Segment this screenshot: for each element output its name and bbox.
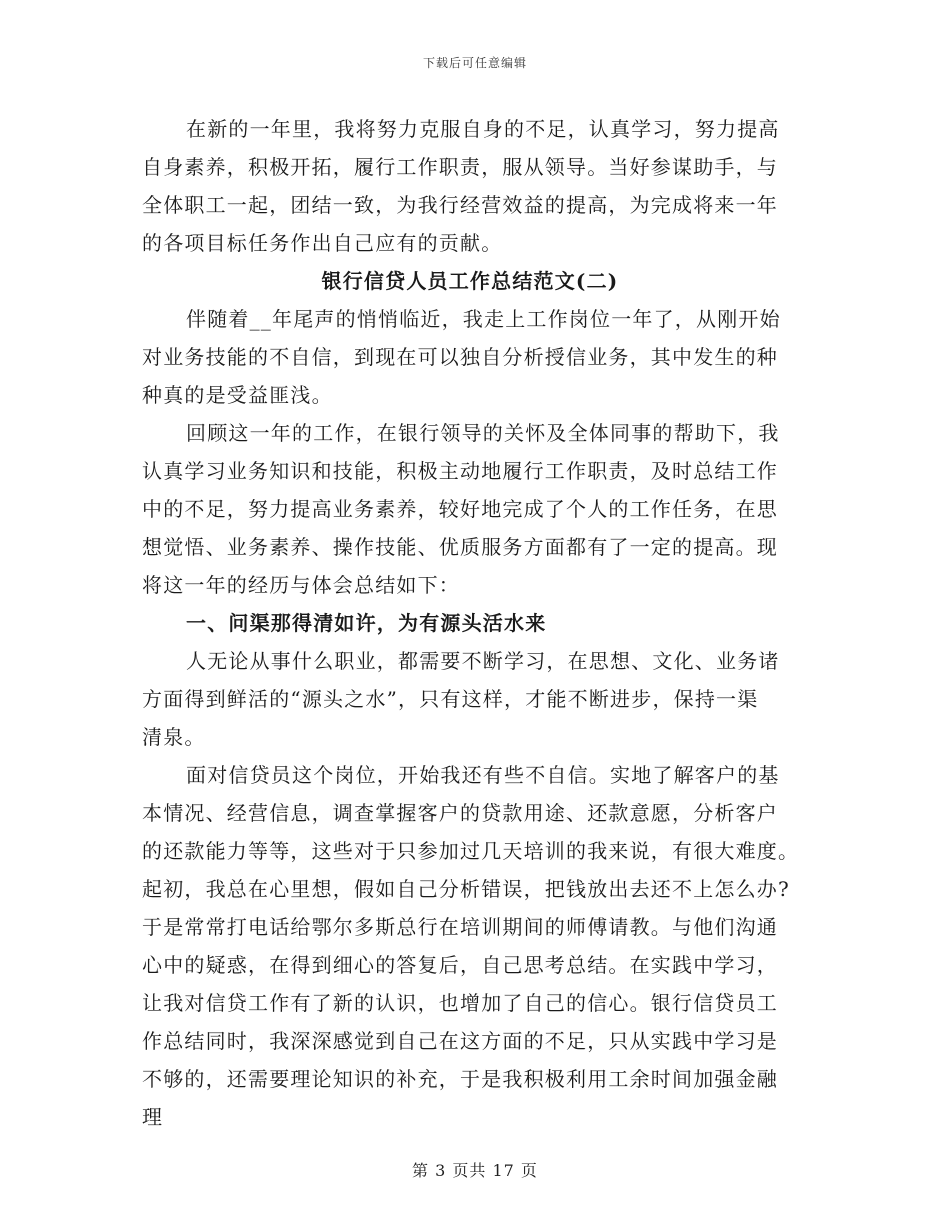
paragraph-line: 不够的，还需要理论知识的补充，于是我积极利用工余时间加强金融: [142, 1067, 778, 1091]
paragraph-line: 方面得到鲜活的“源头之水”，只有这样，才能不断进步，保持一渠: [142, 687, 759, 711]
section-title: 银行信贷人员工作总结范文(二): [321, 269, 619, 293]
paragraph-line: 认真学习业务知识和技能，积极主动地履行工作职责，及时总结工作: [142, 459, 778, 483]
paragraph-line: 人无论从事什么职业，都需要不断学习，在思想、文化、业务诸: [186, 649, 780, 673]
paragraph-line: 面对信贷员这个岗位，开始我还有些不自信。实地了解客户的基: [186, 763, 780, 787]
paragraph-line: 将这一年的经历与体会总结如下：: [142, 573, 460, 597]
paragraph-line: 起初，我总在心里想，假如自己分析错误，把钱放出去还不上怎么办?: [142, 877, 790, 901]
paragraph-line: 中的不足，努力提高业务素养，较好地完成了个人的工作任务，在思: [142, 497, 778, 521]
paragraph-line: 清泉。: [142, 725, 206, 749]
paragraph-line: 的还款能力等等，这些对于只参加过几天培训的我来说，有很大难度。: [142, 839, 800, 863]
paragraph-line: 的各项目标任务作出自己应有的贡献。: [142, 231, 503, 255]
paragraph-line: 伴随着__年尾声的悄悄临近，我走上工作岗位一年了，从刚开始: [186, 307, 781, 331]
paragraph-line: 作总结同时，我深深感觉到自己在这方面的不足，只从实践中学习是: [142, 1029, 778, 1053]
subsection-heading: 一、问渠那得清如许，为有源头活水来: [186, 611, 547, 635]
paragraph-line: 在新的一年里，我将努力克服自身的不足，认真学习，努力提高: [186, 117, 780, 141]
paragraph-line: 自身素养，积极开拓，履行工作职责，服从领导。当好参谋助手，与: [142, 155, 778, 179]
paragraph-line: 想觉悟、业务素养、操作技能、优质服务方面都有了一定的提高。现: [142, 535, 778, 559]
paragraph-line: 心中的疑惑，在得到细心的答复后，自己思考总结。在实践中学习，: [142, 953, 778, 977]
document-body: [142, 110, 798, 1136]
paragraph-line: 于是常常打电话给鄂尔多斯总行在培训期间的师傅请教。与他们沟通: [142, 915, 778, 939]
paragraph-line: 回顾这一年的工作，在银行领导的关怀及全体同事的帮助下，我: [186, 421, 780, 445]
paragraph-line: 种真的是受益匪浅。: [142, 383, 333, 407]
paragraph-line: 本情况、经营信息，调查掌握客户的贷款用途、还款意愿，分析客户: [142, 801, 778, 825]
header-note: 下载后可任意编辑: [422, 56, 527, 70]
paragraph-line: 让我对信贷工作有了新的认识，也增加了自己的信心。银行信贷员工: [142, 991, 778, 1015]
paragraph-line: 全体职工一起，团结一致，为我行经营效益的提高，为完成将来一年: [142, 193, 778, 217]
paragraph-line: 对业务技能的不自信，到现在可以独自分析授信业务，其中发生的种: [142, 345, 778, 369]
page-number: 第 3 页共 17 页: [412, 1161, 538, 1180]
paragraph-line: 理: [142, 1105, 164, 1129]
